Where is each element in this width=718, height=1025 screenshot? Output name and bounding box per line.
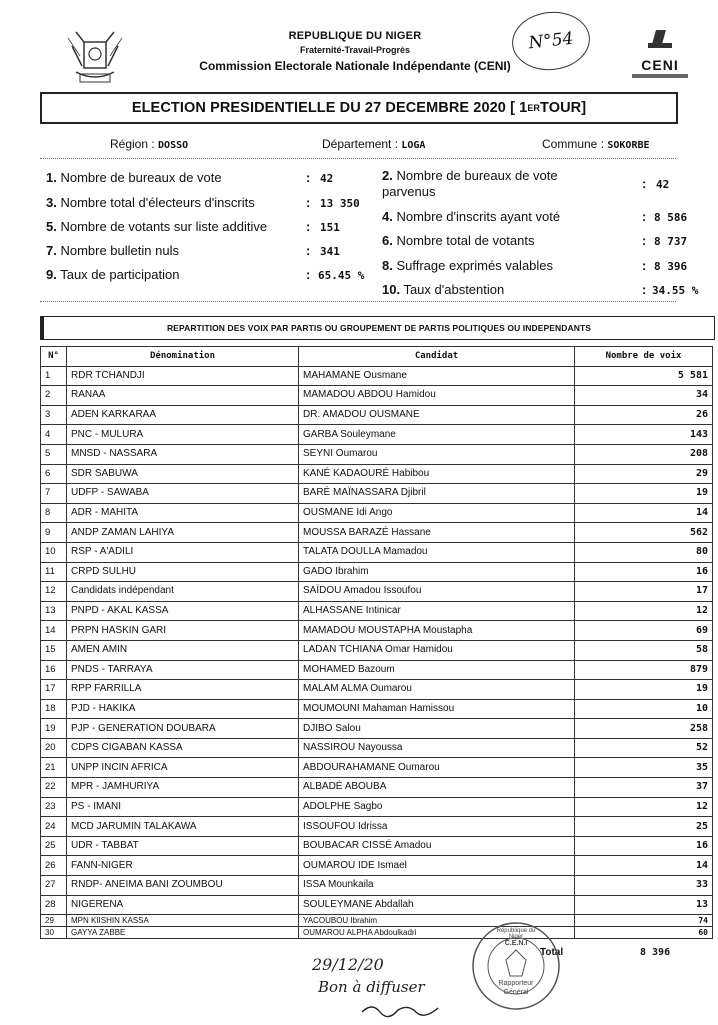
stat-value: 151 [320, 221, 340, 234]
ceni-logo [626, 24, 694, 76]
stat-right-10 [382, 282, 504, 297]
row-party: ADR - MAHITA [67, 503, 299, 523]
stat-value: 8 396 [654, 260, 688, 273]
table-row [41, 778, 713, 798]
stat-value: 341 [320, 245, 340, 258]
header-party: Dénomination [67, 347, 299, 367]
stat-colon: : [306, 219, 311, 234]
stat-right-2-cont: parvenus [382, 184, 436, 199]
row-votes: 16 [575, 562, 713, 582]
stamp-line-3: Rapporteur [498, 980, 534, 987]
stat-colon: : [306, 267, 311, 282]
table-row [41, 660, 713, 680]
row-votes: 35 [575, 758, 713, 778]
stat-colon: : [306, 243, 311, 258]
stat-colon: : [642, 233, 647, 248]
stat-label: Nombre total d'électeurs d'inscrits [56, 195, 255, 210]
region-value: DOSSO [158, 140, 189, 151]
row-number: 29 [41, 915, 67, 927]
stat-value: 8 586 [654, 211, 688, 224]
row-party: SDR SABUWA [67, 464, 299, 484]
row-number: 18 [41, 699, 67, 719]
commune-label: Commune : [542, 137, 608, 151]
row-candidate: NASSIROU Nayoussa [299, 738, 575, 758]
row-votes: 17 [575, 582, 713, 602]
row-number: 19 [41, 719, 67, 739]
row-party: PJD - HAKIKA [67, 699, 299, 719]
row-candidate: BOUBACAR CISSÉ Amadou [299, 836, 575, 856]
row-number: 1 [41, 366, 67, 386]
row-votes: 74 [575, 915, 713, 927]
header-number: N° [41, 347, 67, 367]
table-row [41, 444, 713, 464]
row-votes: 258 [575, 719, 713, 739]
row-votes: 14 [575, 503, 713, 523]
table-row [41, 601, 713, 621]
row-party: MPN KIISHIN KASSA [67, 915, 299, 927]
table-header-row [41, 347, 713, 367]
table-row [41, 640, 713, 660]
stat-colon: : [642, 176, 647, 191]
row-candidate: MAMADOU ABDOU Hamidou [299, 386, 575, 406]
row-candidate: GARBA Souleymane [299, 425, 575, 445]
table-row [41, 425, 713, 445]
row-number: 27 [41, 876, 67, 896]
stat-colon: : [306, 195, 311, 210]
table-row [41, 876, 713, 896]
stat-label: Nombre d'inscrits ayant voté [392, 209, 561, 224]
table-row [41, 817, 713, 837]
stat-label: Nombre bulletin nuls [56, 243, 179, 258]
row-party: PRPN HASKIN GARI [67, 621, 299, 641]
table-row [41, 366, 713, 386]
row-candidate: MOHAMED Bazoum [299, 660, 575, 680]
row-party: CRPD SULHU [67, 562, 299, 582]
stat-left-3 [46, 195, 255, 210]
row-votes: 10 [575, 699, 713, 719]
row-party: RPP FARRILLA [67, 680, 299, 700]
row-votes: 19 [575, 680, 713, 700]
table-row [41, 582, 713, 602]
stamp-line-1: République du Niger [496, 928, 536, 940]
row-votes: 29 [575, 464, 713, 484]
row-number: 21 [41, 758, 67, 778]
row-party: PNC - MULURA [67, 425, 299, 445]
row-votes: 69 [575, 621, 713, 641]
table-row [41, 680, 713, 700]
handwritten-date: 29/12/20 [312, 955, 384, 974]
department [322, 137, 425, 151]
stat-num: 1. [46, 170, 57, 185]
stat-right-2 [382, 168, 558, 183]
row-votes: 34 [575, 386, 713, 406]
row-candidate: KANÉ KADAOURÉ Habibou [299, 464, 575, 484]
row-candidate: ISSA Mounkaila [299, 876, 575, 896]
stat-num: 6. [382, 233, 393, 248]
row-party: UDR - TABBAT [67, 836, 299, 856]
title-sup: ER [527, 103, 541, 113]
stat-label: Nombre de bureaux de vote [56, 170, 222, 185]
table-row [41, 836, 713, 856]
row-candidate: ALBADÉ ABOUBA [299, 778, 575, 798]
row-candidate: OUSMANE Idi Ango [299, 503, 575, 523]
table-row [41, 562, 713, 582]
stat-left-7 [46, 243, 179, 258]
row-party: RSP - A'ADILI [67, 542, 299, 562]
table-row [41, 523, 713, 543]
row-number: 17 [41, 680, 67, 700]
row-number: 9 [41, 523, 67, 543]
row-party: PS - IMANI [67, 797, 299, 817]
row-votes: 12 [575, 797, 713, 817]
row-number: 3 [41, 405, 67, 425]
stat-value: 42 [320, 172, 334, 185]
stat-num: 5. [46, 219, 57, 234]
row-candidate: SOULEYMANE Abdallah [299, 895, 575, 915]
row-votes: 879 [575, 660, 713, 680]
row-candidate: MAHAMANE Ousmane [299, 366, 575, 386]
row-number: 13 [41, 601, 67, 621]
row-votes: 37 [575, 778, 713, 798]
row-number: 6 [41, 464, 67, 484]
row-votes: 58 [575, 640, 713, 660]
row-candidate: SEYNI Oumarou [299, 444, 575, 464]
row-candidate: MOUSSA BARAZÉ Hassane [299, 523, 575, 543]
stat-right-6 [382, 233, 534, 248]
ceni-logo-text: CENI [641, 57, 679, 73]
stat-value: 34.55 % [652, 284, 699, 297]
row-candidate: ISSOUFOU Idrissa [299, 817, 575, 837]
stat-value: 8 737 [654, 235, 688, 248]
row-party: UDFP - SAWABA [67, 484, 299, 504]
row-number: 26 [41, 856, 67, 876]
row-candidate: DR. AMADOU OUSMANE [299, 405, 575, 425]
stat-label: Taux de participation [56, 267, 180, 282]
department-label: Département : [322, 137, 402, 151]
row-candidate: DJIBO Salou [299, 719, 575, 739]
total-label: Total [540, 947, 564, 958]
row-candidate: SAÏDOU Amadou Issoufou [299, 582, 575, 602]
row-votes: 25 [575, 817, 713, 837]
row-votes: 19 [575, 484, 713, 504]
row-number: 4 [41, 425, 67, 445]
row-number: 28 [41, 895, 67, 915]
row-party: RNDP- ANEIMA BANI ZOUMBOU [67, 876, 299, 896]
stat-label: Nombre total de votants [392, 233, 535, 248]
stat-num: 7. [46, 243, 57, 258]
row-votes: 80 [575, 542, 713, 562]
row-party: RANAA [67, 386, 299, 406]
stat-num: 9. [46, 267, 57, 282]
row-party: GAYYA ZABBE [67, 927, 299, 939]
row-number: 22 [41, 778, 67, 798]
region-label: Région : [110, 137, 159, 151]
stat-label: Nombre de bureaux de vote [392, 168, 558, 183]
row-votes: 52 [575, 738, 713, 758]
stat-colon: : [306, 170, 311, 185]
stat-colon: : [642, 282, 647, 297]
logo-bar [632, 74, 688, 78]
stat-num: 2. [382, 168, 393, 183]
row-candidate: MALAM ALMA Oumarou [299, 680, 575, 700]
table-row [41, 464, 713, 484]
stat-value: 65.45 % [318, 269, 365, 282]
stat-colon: : [642, 258, 647, 273]
stat-right-4 [382, 209, 560, 224]
row-candidate: ALHASSANE Intinicar [299, 601, 575, 621]
row-votes: 14 [575, 856, 713, 876]
table-row [41, 895, 713, 915]
row-number: 30 [41, 927, 67, 939]
row-number: 8 [41, 503, 67, 523]
row-number: 25 [41, 836, 67, 856]
department-value: LOGA [401, 140, 426, 151]
row-party: PJP - GENERATION DOUBARA [67, 719, 299, 739]
coat-of-arms-icon [62, 26, 128, 92]
row-number: 23 [41, 797, 67, 817]
republic-name: REPUBLIQUE DU NIGER [288, 30, 422, 42]
row-party: CDPS CIGABAN KASSA [67, 738, 299, 758]
results-table [40, 346, 713, 939]
table-row [41, 503, 713, 523]
ballot-box-icon [626, 24, 694, 50]
row-votes: 33 [575, 876, 713, 896]
table-row [41, 699, 713, 719]
row-candidate: TALATA DOULLA Mamadou [299, 542, 575, 562]
table-row [41, 738, 713, 758]
stat-left-5 [46, 219, 267, 234]
table-row [41, 484, 713, 504]
row-party: NIGERENA [67, 895, 299, 915]
row-votes: 13 [575, 895, 713, 915]
row-votes: 16 [575, 836, 713, 856]
divider [40, 158, 676, 159]
row-party: RDR TCHANDJI [67, 366, 299, 386]
row-votes: 5 581 [575, 366, 713, 386]
row-candidate: YACOUBOU Ibrahim [299, 915, 575, 927]
signature-icon [360, 1000, 440, 1025]
row-party: ADEN KARKARAA [67, 405, 299, 425]
region [110, 137, 188, 151]
row-party: Candidats indépendant [67, 582, 299, 602]
commune-value: SOKORBE [607, 140, 650, 151]
repartition-title: REPARTITION DES VOIX PAR PARTIS OU GROUPEMENT DE PARTIS POLITIQUES OU INDEPENDANTS [40, 316, 715, 340]
table-row [41, 856, 713, 876]
row-candidate: OUMAROU ALPHA Abdoulkadri [299, 927, 575, 939]
row-votes: 143 [575, 425, 713, 445]
row-party: MNSD - NASSARA [67, 444, 299, 464]
commission-name: Commission Electorale Nationale Indépendante (CENI) [199, 59, 511, 73]
table-row [41, 915, 713, 927]
row-party: MPR - JAMHURIYA [67, 778, 299, 798]
row-candidate: GADO Ibrahim [299, 562, 575, 582]
row-votes: 12 [575, 601, 713, 621]
row-party: FANN-NIGER [67, 856, 299, 876]
row-number: 16 [41, 660, 67, 680]
motto: Fraternité-Travail-Progrès [299, 45, 411, 55]
row-votes: 562 [575, 523, 713, 543]
table-row [41, 621, 713, 641]
commune [542, 137, 650, 151]
row-candidate: MOUMOUNI Mahaman Hamissou [299, 699, 575, 719]
row-number: 12 [41, 582, 67, 602]
row-party: PNPD - AKAL KASSA [67, 601, 299, 621]
row-number: 24 [41, 817, 67, 837]
row-party: UNPP INCIN AFRICA [67, 758, 299, 778]
stat-num: 4. [382, 209, 393, 224]
row-number: 7 [41, 484, 67, 504]
stat-num: 8. [382, 258, 393, 273]
row-votes: 26 [575, 405, 713, 425]
row-number: 14 [41, 621, 67, 641]
header [150, 30, 560, 73]
stat-num: 10. [382, 282, 401, 297]
stat-right-8 [382, 258, 553, 273]
stat-left-1 [46, 170, 222, 185]
header-candidate: Candidat [299, 347, 575, 367]
row-party: AMEN AMIN [67, 640, 299, 660]
official-stamp-icon [470, 920, 562, 1012]
table-row [41, 927, 713, 939]
row-number: 5 [41, 444, 67, 464]
stat-num: 3. [46, 195, 57, 210]
row-party: ANDP ZAMAN LAHIYA [67, 523, 299, 543]
row-candidate: MAMADOU MOUSTAPHA Moustapha [299, 621, 575, 641]
table-row [41, 758, 713, 778]
row-candidate: BARÉ MAÏNASSARA Djibril [299, 484, 575, 504]
row-number: 20 [41, 738, 67, 758]
table-row [41, 405, 713, 425]
total-value: 8 396 [640, 947, 671, 958]
title-main: ELECTION PRESIDENTIELLE DU 27 DECEMBRE 2020 [ 1 [131, 100, 528, 116]
row-votes: 60 [575, 927, 713, 939]
stat-colon: : [642, 209, 647, 224]
divider [40, 301, 676, 302]
stat-left-9 [46, 267, 179, 282]
table-row [41, 719, 713, 739]
stat-value: 42 [656, 178, 670, 191]
stat-value: 13 350 [320, 197, 360, 210]
row-number: 11 [41, 562, 67, 582]
stat-label: Suffrage exprimés valables [392, 258, 554, 273]
row-party: MCD JARUMIN TALAKAWA [67, 817, 299, 837]
document-title [40, 92, 678, 124]
row-candidate: ADOLPHE Sagbo [299, 797, 575, 817]
handwritten-number: N°54 [509, 8, 593, 74]
title-end: TOUR] [540, 100, 587, 116]
stamp-line-4: Général [503, 989, 529, 996]
stat-label: Nombre de votants sur liste additive [56, 219, 268, 234]
table-row [41, 542, 713, 562]
table-row [41, 797, 713, 817]
row-party: PNDS - TARRAYA [67, 660, 299, 680]
row-number: 2 [41, 386, 67, 406]
row-candidate: OUMAROU IDE Ismael [299, 856, 575, 876]
row-number: 10 [41, 542, 67, 562]
table-row [41, 386, 713, 406]
row-votes: 208 [575, 444, 713, 464]
stat-label: Taux d'abstention [400, 282, 505, 297]
row-number: 15 [41, 640, 67, 660]
row-candidate: LADAN TCHIANA Omar Hamidou [299, 640, 575, 660]
row-candidate: ABDOURAHAMANE Oumarou [299, 758, 575, 778]
handwritten-note: Bon à diffuser [318, 978, 425, 996]
header-votes: Nombre de voix [575, 347, 713, 367]
stamp-line-2: C.E.N.I [504, 940, 528, 947]
